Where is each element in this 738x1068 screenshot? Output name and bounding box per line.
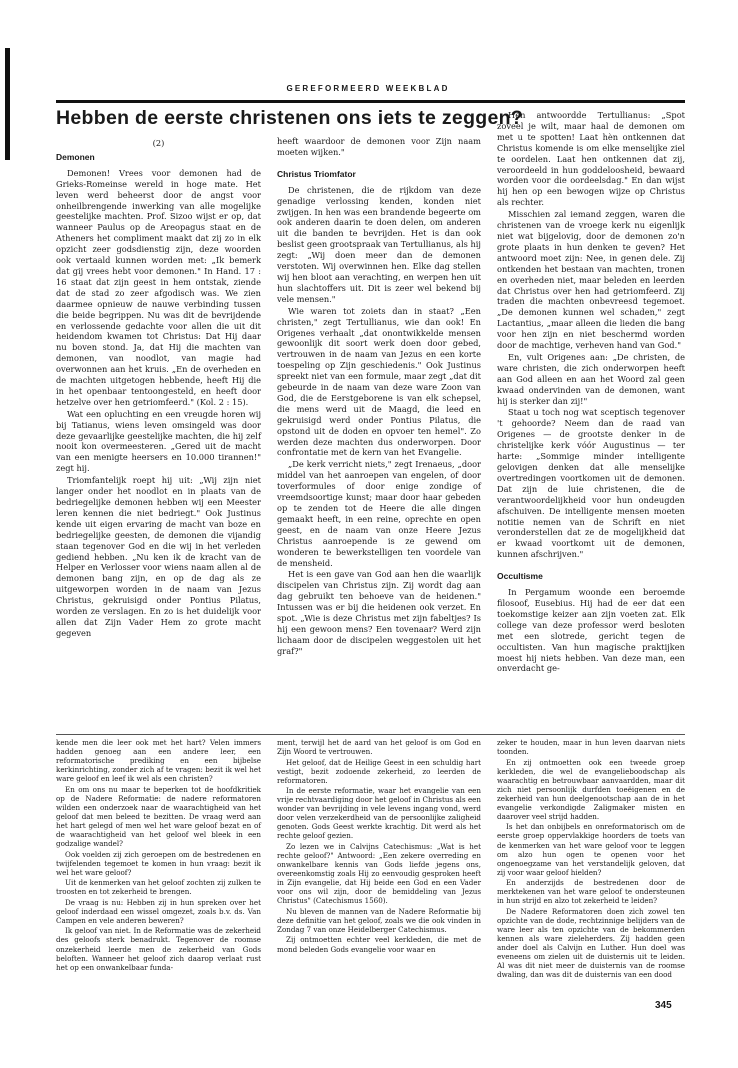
section-heading-christus-triomfator: Christus Triomfator (277, 168, 356, 179)
paragraph: En, vult Origenes aan: „De christen, de ware christen, die zich onderworpen heeft aan God alleen en aan het Woord zal geen kwaad ondervinden van de demonen, want hij is sterker dan zij!" (497, 351, 685, 406)
paragraph: Zij ontmoetten echter veel kerkleden, die met de mond beleden Gods evangelie voor waar en (277, 935, 481, 954)
paragraph: Is het dan onbijbels en onreformatorisch om de eerste groep oppervlakkige hoorders de toets van de kenmerken van het ware geloof voor te leggen om alzo hun ogen te openen voor het ongenoegzame van het verstandelijk geloven, dat zij voor waar geloof hielden? (497, 822, 685, 877)
paragraph: In Pergamum woonde een beroemde filosoof, Eusebius. Hij had de eer dat een toekomstige keizer aan zijn voeten zat. Elk college van deze professor werd besloten met een slotrede, gericht tegen de occultisten. Van hun magische praktijken moest hij niets hebben. Van deze man, een onverdacht ge- (497, 587, 685, 674)
article-column-3 (497, 110, 685, 674)
paragraph: ment, terwijl het de aard van het geloof is om God en Zijn Woord te vertrouwen. (277, 738, 481, 757)
paragraph: „De kerk verricht niets," zegt Irenaeus, „door middel van het aanroepen van engelen, of door toverformules of door enige zondige of vreemdsoortige kunst; maar door haar gebeden op te zenden tot de Heere die alle dingen gemaakt heeft, in een reine, oprechte en open geest, en de naam van onze Heere Jezus Christus aanroepende is ze gewend om wonderen te bewerkstelligen ten voordele van de mensheid. (277, 459, 481, 568)
page-number: 345 (655, 1000, 672, 1011)
paragraph: De vraag is nu: Hebben zij in hun spreken over het geloof inderdaad een wissel omgezet, zoals b.v. ds. Van Campen en vele anderen beweren? (56, 897, 261, 925)
paragraph: zeker te houden, maar in hun leven daarvan niets toonden. (497, 738, 685, 757)
paragraph: Staat u toch nog wat sceptisch tegenover 't gehoorde? Neem dan de raad van Origenes — de grootste denker in de christelijke kerk vóór Augustinus — ter harte: „Sommige minder intelligente gelovigen denken dat alle menselijke overtredingen voortkomen uit de demonen. Dat zijn de luie christenen, die de verantwoordelijkheid voor hun ondeugden afschuiven. De intelligente mensen moeten notitie nemen van de Schrift en niet veronderstellen dat ze de mogelijkheid dat er kwaad voortkomt uit de demonen, kunnen afschrijven." (497, 407, 685, 560)
paragraph: De christenen, die de rijkdom van deze genadige verlossing kenden, konden niet zwijgen. In hen was een brandende begeerte om ook anderen daarin te doen delen, om anderen uit die banden te bevrijden. Het is dan ook beslist geen grootspraak van Tertullianus, als hij zegt: „Wij doen meer dan de demonen verstoten. Wij overwinnen hen. Elke dag stellen wij hen bloot aan verachting, en werpen hen uit hun slachtoffers uit. Dit is zeer wel bekend bij vele mensen." (277, 184, 481, 304)
binding-edge (5, 48, 10, 160)
article-column-2 (277, 136, 481, 657)
lower-column-1 (56, 738, 261, 972)
paragraph: In de eerste reformatie, waar het evangelie van een vrije rechtvaardiging door het geloof in Christus als een wonder van bevrijding in vele levens ingang vond, werd door velen verzekerdheid van de persoonlijke zaligheid genoten. Gods Geest werkte krachtig. Dit werd als het rechte geloof gezien. (277, 786, 481, 841)
lower-column-2 (277, 738, 481, 954)
part-number: (2) (152, 138, 165, 148)
paragraph: Het geloof, dat de Heilige Geest in een schuldig hart vestigt, bezit zodoende zekerheid, zo leerden de reformatoren. (277, 757, 481, 785)
paragraph: Nu bleven de mannen van de Nadere Reformatie bij deze definitie van het geloof, zoals we die ook vinden in Zondag 7 van onze Heidelberger Catechismus. (277, 906, 481, 934)
section-heading-occultisme: Occultisme (497, 571, 543, 582)
paragraph: Wat een opluchting en een vreugde horen wij bij Tatianus, wiens leven omsingeld was door deze gevaarlijke geestelijke machten, die hij zelf nooit kon overmeesteren. „Gered uit de macht van een menigte heersers en 10.000 tirannen!" zegt hij. (56, 408, 261, 474)
paragraph: En anderzijds de bestredenen door de merktekenen van het ware geloof te ondersteunen in hun strijd en alzo tot zekerheid te leiden? (497, 878, 685, 906)
paragraph: kende men die leer ook met het hart? Velen immers hadden genoeg aan een andere leer, een reformatorische prediking en een bijbelse kerkinrichting, zonder zich af te vragen: bezit ik wel het ware geloof en leef ik wel als een christen? (56, 738, 261, 784)
section-heading-demonen: Demonen (56, 151, 95, 162)
paragraph: Wie waren tot zoiets dan in staat? „Een christen," zegt Tertullianus, wie dan ook! En Origenes verhaalt „dat onontwikkelde mensen gewoonlijk dit soort werk doen door gebed, vertrouwen in de naam van Jezus en een korte toespeling op Zijn geschiedenis." Ook Justinus spreekt niet van een formule, maar zegt „dat dit gebeurde in de naam van deze ware Zoon van God, die de Eerstgeborene is van elk schepsel, die mens werd uit de Maagd, die leed en gekruisigd werd onder Pontius Pilatus, die opstond uit de doden en opvoer ten hemel". Zo werden deze machten dus onderworpen. Door confrontatie met de kern van het Evangelie. (277, 305, 481, 458)
paragraph: Het is een gave van God aan hen die waarlijk discipelen van Christus zijn. Zij wordt dag aan dag gebruikt ten behoeve van de heidenen." Intussen was er bij die heidenen ook verzet. En spot. „Wie is deze Christus met zijn fabeltjes? Is hij een gewoon mens? Een tovenaar? Werd zijn lichaam door de discipelen weggestolen uit het graf?" (277, 569, 481, 656)
paragraph: En om ons nu maar te beperken tot de hoofdkritiek op de Nadere Reformatie: de nadere reformatoren wilden een onderzoek naar de waarachtigheid van het geloof dat men beleed te bezitten. De vraag werd aan het hart gelegd of men wel het ware geloof bezat en of de waarachtigheid van het geloof wel bleek in een godzalige wandel? (56, 784, 261, 849)
article-column-1 (56, 138, 261, 639)
paragraph: Triomfantelijk roept hij uit: „Wij zijn niet langer onder het noodlot en in plaats van de bedriegelijke demonen hebben wij een Meester leren kennen die niet bedriegt." Ook Justinus kende uit eigen ervaring de macht van boze en bedriegelijke geesten, de demonen die vijandig staan tegenover God en die wij in het verleden gediend hebben. „Nu ken ik de kracht van de Helper en Verlosser voor wiens naam allen al de demonen bang zijn, en op de dag als ze uitgeworpen worden in de naam van Jezus Christus, gekruisigd onder Pontius Pilatus, worden ze verslagen. En zo is het duidelijk voor allen dat Zijn Vader Hem zo grote macht gegeven (56, 475, 261, 638)
paragraph: heeft waardoor de demonen voor Zijn naam moeten wijken." (277, 136, 481, 157)
paragraph: Ook voelden zij zich geroepen om de bestredenen en twijfelenden tegemoet te komen in hun vraag: bezit ik wel het ware geloof? (56, 849, 261, 877)
paragraph: Demonen! Vrees voor demonen had de Grieks-Romeinse wereld in hoge mate. Het leven werd beheerst door de angst voor onheilbrengende inwerking van alle mogelijke geestelijke machten. Prof. Sizoo wijst er op, dat wanneer Paulus op de Areopagus staat en de Atheners het compliment maakt dat zij zo in elk opzicht zeer godsdienstig zijn, deze woorden ook vertaald kunnen worden met: „Ik bemerk dat gij vrees hebt voor demonen." In Hand. 17 : 16 staat dat zijn geest in hem ontstak, ziende dat de stad zo zeer afgodisch was. We zien daarmee opnieuw de nauwe verbinding tussen die beide begrippen. Nu was dit de bevrijdende en verlossende gedachte voor allen die uit dit heidendom kwamen tot Christus: Dat Hij daar nu boven stond. Ja, dat Hij die machten van demonen, van noodlot, van magie had overwonnen aan het kruis. „En de overheden en de machten uitgetogen hebbende, heeft Hij die in het openbaar tentoongesteld, en heeft door hetzelve over hen getriomfeerd." (Kol. 2 : 15). (56, 167, 261, 407)
header-rule (56, 100, 685, 103)
paragraph: Uit de kenmerken van het geloof zochten zij zulken te troosten en tot zekerheid te brengen. (56, 878, 261, 897)
running-header: GEREFORMEERD WEEKBLAD (286, 84, 450, 93)
article-title: Hebben de eerste christenen ons iets te zeggen? (56, 107, 524, 129)
section-divider (56, 734, 685, 735)
paragraph: Zo lezen we in Calvijns Catechismus: „Wat is het rechte geloof?" Antwoord: „Een zekere overreding en onwankelbare kennis van Gods liefde jegens ons, overeenkomstig zoals Hij zo eenvoudig gesproken heeft in Zijn evangelie, dat Hij beide een God en een Vader voor ons wil zijn, door de bemiddeling van Jezus Christus" (Catechismus 1560). (277, 842, 481, 906)
paragraph: De Nadere Reformatoren doen zich zowel ten opzichte van de dode, rechtzinnige belijders van de ware leer als ten opzichte van de bekommerden kennen als ware zieleherders. Zij hadden geen ander doel als Calvijn en Luther. Hun doel was eveneens om zielen uit de duisternis uit te leiden. Al was dit niet meer de duisternis van de roomse dwaling, dan was dit de duisternis van een dood (497, 906, 685, 980)
paragraph: Hen antwoordde Tertullianus: „Spot zoveel je wilt, maar haal de demonen om met u te spotten! Laat hèn ontkennen dat Christus komende is om elke menselijke ziel te oordelen. Laat hen ontkennen dat zij, veroordeeld in hun goddeloosheid, bewaard worden voor die oordeelsdag." En dan wijst hij hen op een bewogen wijze op Christus als rechter. (497, 110, 685, 208)
paragraph: Misschien zal iemand zeggen, waren die christenen van de vroege kerk nu eigenlijk niet wat bijgelovig, door de demonen zo'n grote plaats in hun denken te geven? Het antwoord moet zijn: Nee, in genen dele. Zij ontkenden het bestaan van machten, tronen en overheden niet, maar beleden en leerden dat Christus over hen had getriomfeerd. Zij traden die machten onbevreesd tegemoet. „De demonen kunnen wel schaden," zegt Lactantius, „maar alleen die lieden die bang voor hen zijn en niet beschermd worden door de machtige, verheven hand van God." (497, 209, 685, 351)
paragraph: En zij ontmoetten ook een tweede groep kerkleden, die wel de evangelieboodschap als waarachtig en betrouwbaar aanvaardden, maar dit zich niet persoonlijk durfden toeëigenen en de zekerheid van hun deelgenootschap aan de in het evangelie verkondigde Zaligmaker misten en daarover veel strijd hadden. (497, 757, 685, 821)
paragraph: Ik geloof van niet. In de Reformatie was de zekerheid des geloofs sterk benadrukt. Tegenover de roomse onzekerheid leerde men de zekerheid van Gods beloften. Wanneer het geloof zich daarop verlaat rust het op een onwankelbaar funda- (56, 926, 261, 972)
lower-column-3 (497, 738, 685, 979)
